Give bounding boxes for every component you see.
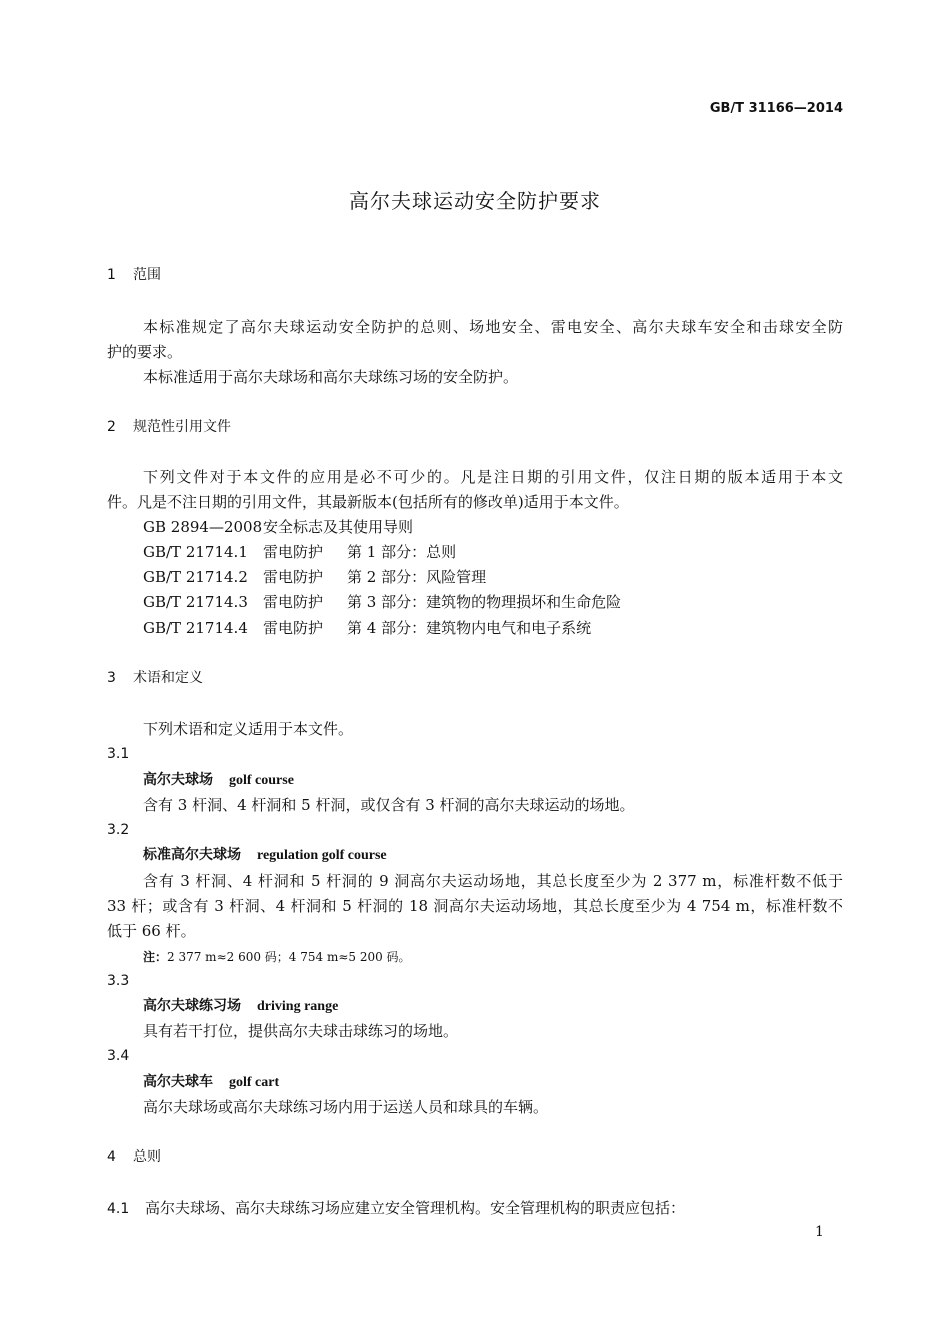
- term-number: 3.3: [107, 973, 130, 989]
- term-title: 高尔夫球练习场 driving range: [143, 998, 339, 1014]
- paragraph-line: 护的要求。: [107, 343, 183, 361]
- page-title: 高尔夫球运动安全防护要求: [349, 189, 601, 213]
- term-definition: 含有 3 杆洞、4 杆洞和 5 杆洞，或仅含有 3 杆洞的高尔夫球运动的场地。: [143, 796, 635, 814]
- standard-number: GB/T 31166—2014: [709, 101, 843, 116]
- reference-item: GB/T 21714.2 雷电防护 第 2 部分：风险管理: [143, 568, 487, 586]
- section-2-heading: 2 规范性引用文件: [107, 419, 231, 435]
- term-definition: 高尔夫球场或高尔夫球练习场内用于运送人员和球具的车辆。: [143, 1098, 549, 1116]
- term-definition: 具有若干打位，提供高尔夫球击球练习的场地。: [143, 1022, 459, 1040]
- reference-item: GB 2894—2008安全标志及其使用导则: [143, 518, 414, 536]
- paragraph: 下列术语和定义适用于本文件。: [143, 720, 354, 738]
- note: 注：2 377 m≈2 600 码；4 754 m≈5 200 码。: [143, 950, 411, 964]
- term-number: 3.4: [107, 1048, 130, 1064]
- paragraph-line: 本标准规定了高尔夫球运动安全防护的总则、场地安全、雷电安全、高尔夫球车安全和击球安全防: [143, 318, 843, 336]
- term-number: 3.1: [107, 746, 130, 762]
- section-3-heading: 3 术语和定义: [107, 670, 203, 686]
- term-definition: 33 杆；或含有 3 杆洞、4 杆洞和 5 杆洞的 18 洞高尔夫运动场地，其总长度至少为 4 754 m，标准杆数不: [107, 897, 843, 915]
- term-title: 高尔夫球场 golf course: [143, 772, 294, 788]
- paragraph-line: 下列文件对于本文件的应用是必不可少的。凡是注日期的引用文件，仅注日期的版本适用于本文: [143, 468, 843, 486]
- clause-4-1: 4.1 高尔夫球场、高尔夫球练习场应建立安全管理机构。安全管理机构的职责应包括：: [107, 1199, 686, 1217]
- paragraph-line: 件。凡是不注日期的引用文件，其最新版本(包括所有的修改单)适用于本文件。: [107, 493, 629, 511]
- section-4-heading: 4 总则: [107, 1149, 161, 1165]
- term-definition: 含有 3 杆洞、4 杆洞和 5 杆洞的 9 洞高尔夫运动场地，其总长度至少为 2 377 m，标准杆数不低于: [143, 872, 843, 890]
- reference-item: GB/T 21714.3 雷电防护 第 3 部分：建筑物的物理损坏和生命危险: [143, 593, 622, 611]
- term-number: 3.2: [107, 822, 130, 838]
- section-1-heading: 1 范围: [107, 267, 161, 283]
- term-definition: 低于 66 杆。: [107, 922, 196, 940]
- reference-item: GB/T 21714.1 雷电防护 第 1 部分：总则: [143, 543, 457, 561]
- reference-item: GB/T 21714.4 雷电防护 第 4 部分：建筑物内电气和电子系统: [143, 619, 592, 637]
- page-number: 1: [815, 1224, 824, 1240]
- term-title: 标准高尔夫球场 regulation golf course: [143, 847, 387, 863]
- term-title: 高尔夫球车 golf cart: [143, 1074, 280, 1090]
- paragraph: 本标准适用于高尔夫球场和高尔夫球练习场的安全防护。: [143, 368, 519, 386]
